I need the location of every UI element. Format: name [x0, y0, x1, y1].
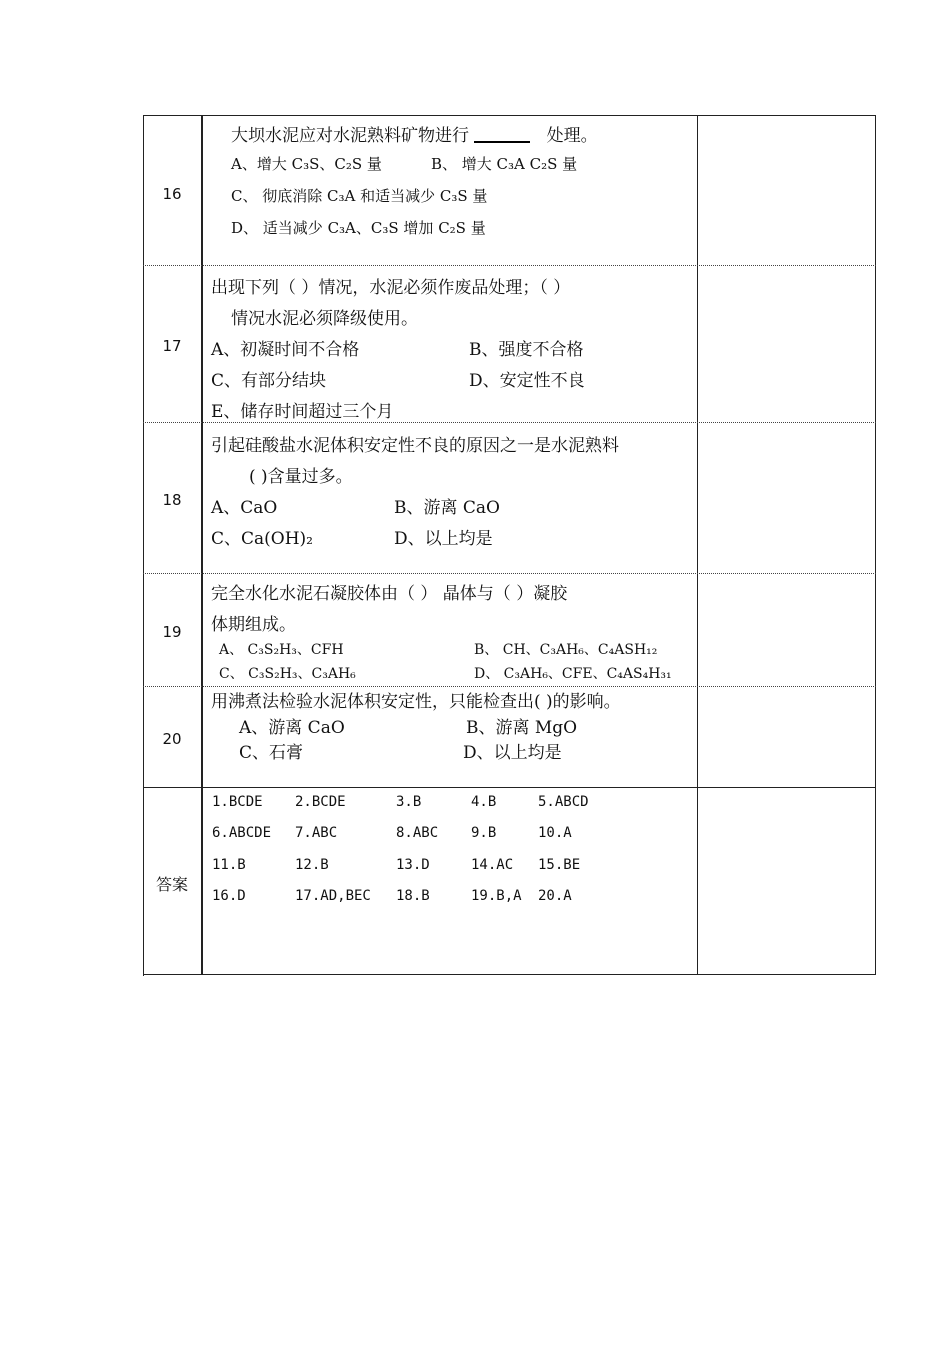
option-e: E、储存时间超过三个月 — [211, 402, 394, 422]
option-a: A、增大 C₃S、C₂S 量 — [231, 155, 382, 173]
stem-text: 大坝水泥应对水泥熟料矿物进行 — [231, 126, 469, 146]
option-d: D、以上均是 — [394, 529, 493, 549]
column-divider-2 — [697, 115, 698, 975]
answer-item: 11.B — [212, 857, 246, 873]
question-stem: ( )含量过多。 — [249, 467, 353, 487]
answer-item: 1.BCDE — [212, 794, 263, 810]
option-a: A、初凝时间不合格 — [211, 340, 360, 360]
answer-item: 6.ABCDE — [212, 825, 272, 841]
answer-item: 3.B — [396, 794, 422, 810]
question-table — [143, 115, 876, 975]
answer-item: 2.BCDE — [295, 794, 346, 810]
option-b: B、游离 CaO — [394, 498, 500, 518]
option-d: D、 C₃AH₆、CFE、C₄AS₄H₃₁ — [474, 666, 672, 682]
question-number: 18 — [162, 491, 182, 509]
question-number: 16 — [162, 185, 182, 203]
table-right-border — [875, 115, 876, 975]
question-stem: 出现下列（ ）情况，水泥必须作废品处理；（ ） — [211, 278, 571, 298]
row-divider — [143, 265, 876, 266]
option-a: A、游离 CaO — [239, 718, 345, 738]
answer-item: 14.AC — [471, 857, 514, 873]
table-top-border — [143, 115, 876, 116]
option-b: B、游离 MgO — [466, 718, 578, 738]
question-number: 19 — [162, 623, 182, 641]
option-b: B、强度不合格 — [469, 340, 584, 360]
row-divider — [143, 573, 876, 574]
answer-item: 15.BE — [538, 857, 581, 873]
table-bottom-border — [143, 974, 876, 975]
column-divider-1 — [201, 115, 203, 975]
option-c: C、有部分结块 — [211, 371, 327, 391]
option-b: B、 CH、C₃AH₆、C₄ASH₁₂ — [474, 642, 658, 658]
question-stem: 引起硅酸盐水泥体积安定性不良的原因之一是水泥熟料 — [211, 436, 619, 456]
answer-item: 13.D — [396, 857, 430, 873]
option-c: C、 C₃S₂H₃、C₃AH₆ — [219, 666, 356, 682]
question-number: 20 — [162, 730, 182, 748]
option-d: D、 适当减少 C₃A、C₃S 增加 C₂S 量 — [231, 219, 486, 237]
answer-item: 9.B — [471, 825, 497, 841]
answer-item: 18.B — [396, 888, 430, 904]
question-stem: 用沸煮法检验水泥体积安定性，只能检查出( )的影响。 — [211, 692, 621, 712]
answer-item: 10.A — [538, 825, 572, 841]
option-c: C、 彻底消除 C₃A 和适当减少 C₃S 量 — [231, 187, 488, 205]
table-left-border — [143, 115, 144, 976]
option-d: D、安定性不良 — [469, 371, 585, 391]
option-d: D、以上均是 — [463, 743, 562, 763]
answer-item: 7.ABC — [295, 825, 338, 841]
option-a: A、 C₃S₂H₃、CFH — [219, 642, 344, 658]
answer-item: 5.ABCD — [538, 794, 589, 810]
answer-item: 4.B — [471, 794, 497, 810]
answers-label: 答案 — [155, 875, 188, 894]
question-stem: 体期组成。 — [211, 615, 296, 635]
answer-item: 12.B — [295, 857, 329, 873]
row-divider — [143, 422, 876, 423]
answer-item: 17.AD,BEC — [295, 888, 371, 904]
question-stem: 完全水化水泥石凝胶体由（ ） 晶体与（ ）凝胶 — [211, 584, 568, 604]
question-number: 17 — [162, 337, 182, 355]
question-stem — [231, 121, 598, 146]
option-b: B、 增大 C₃A C₂S 量 — [431, 155, 578, 173]
option-c: C、Ca(OH)₂ — [211, 529, 313, 549]
answer-item: 20.A — [538, 888, 572, 904]
option-a: A、CaO — [211, 498, 278, 518]
answer-blank — [474, 127, 530, 143]
question-stem: 情况水泥必须降级使用。 — [231, 309, 418, 329]
answer-item: 19.B,A — [471, 888, 522, 904]
stem-text: 处理。 — [546, 126, 598, 146]
answer-item: 16.D — [212, 888, 246, 904]
row-divider — [143, 787, 876, 788]
option-c: C、石膏 — [239, 743, 304, 763]
answer-item: 8.ABC — [396, 825, 439, 841]
